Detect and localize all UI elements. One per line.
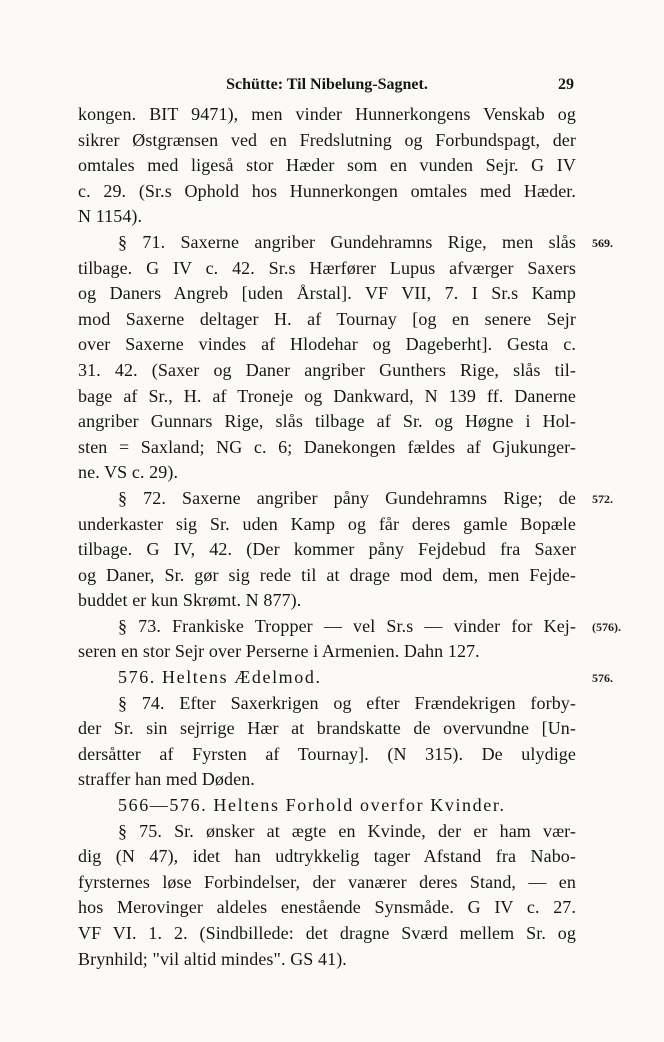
margin-note: (576). bbox=[592, 620, 621, 634]
text-line: sikrer Østgrænsen ved en Fredslutning og Forbundspagt, der bbox=[78, 129, 576, 150]
text-line: der Sr. sin sejrrige Hær at brandskatte de overvundne [Un- bbox=[78, 718, 576, 739]
text-line: seren en stor Sejr over Perserne i Armenien. Dahn 127. bbox=[78, 641, 480, 662]
text-line: omtales med ligeså stor Hæder som en vunden Sejr. G IV bbox=[78, 155, 576, 176]
text-line: hos Merovinger aldeles enestående Synsmåde. G IV c. 27. bbox=[78, 897, 576, 918]
section-heading: 566—576. Heltens Forhold overfor Kvinder. bbox=[118, 795, 506, 816]
text-line: § 74. Efter Saxerkrigen og efter Frændekrigen forby- bbox=[118, 692, 576, 713]
text-line: § 72. Saxerne angriber påny Gundehramns Rige; de bbox=[118, 487, 576, 508]
text-line: angriber Gunnars Rige, slås tilbage af Sr. og Høgne i Hol- bbox=[78, 411, 576, 432]
page-header bbox=[78, 76, 576, 98]
text-line: § 73. Frankiske Tropper — vel Sr.s — vinder for Kej- bbox=[118, 615, 576, 636]
text-line: Brynhild; "vil altid mindes". GS 41). bbox=[78, 948, 347, 969]
text-line: § 71. Saxerne angriber Gundehramns Rige, men slås bbox=[118, 231, 576, 252]
text-line: mod Saxerne deltager H. af Tournay [og en senere Sejr bbox=[78, 308, 576, 329]
running-title: Schütte: Til Nibelung-Sagnet. bbox=[226, 76, 428, 93]
text-line: underkaster sig Sr. uden Kamp og får deres gamle Bopæle bbox=[78, 513, 576, 534]
margin-note: 569. bbox=[592, 236, 613, 250]
text-line: 31. 42. (Saxer og Daner angriber Gunthers Rige, slås til- bbox=[78, 359, 576, 380]
text-line: dig (N 47), idet han udtrykkelig tager Afstand fra Nabo- bbox=[78, 846, 576, 867]
text-line: c. 29. (Sr.s Ophold hos Hunnerkongen omtales med Hæder. bbox=[78, 180, 576, 201]
text-line: buddet er kun Skrømt. N 877). bbox=[78, 590, 302, 611]
text-line: straffer han med Døden. bbox=[78, 769, 255, 790]
text-line: ne. VS c. 29). bbox=[78, 462, 179, 483]
text-line: N 1154). bbox=[78, 206, 143, 227]
text-line: og Daner, Sr. gør sig rede til at drage mod dem, men Fejde- bbox=[78, 564, 576, 585]
text-line: VF VI. 1. 2. (Sindbillede: det dragne Sværd mellem Sr. og bbox=[78, 923, 576, 943]
text-line: og Daners Angreb [uden Årstal]. VF VII, 7. I Sr.s Kamp bbox=[78, 283, 576, 304]
margin-note: 572. bbox=[592, 492, 613, 506]
page-number: 29 bbox=[558, 76, 574, 93]
text-line: § 75. Sr. ønsker at ægte en Kvinde, der er ham vær- bbox=[118, 820, 576, 841]
text-line: bage af Sr., H. af Troneje og Dankward, N 139 ff. Danerne bbox=[78, 385, 576, 406]
text-line: fyrsternes løse Forbindelser, der vanærer deres Stand, — en bbox=[78, 871, 576, 892]
text-line: tilbage. G IV, 42. (Der kommer påny Fejdebud fra Saxer bbox=[78, 539, 576, 560]
text-line: kongen. BIT 9471), men vinder Hunnerkongens Venskab og bbox=[78, 104, 576, 124]
margin-note: 576. bbox=[592, 671, 613, 686]
text-line: over Saxerne vindes af Hlodehar og Dageberht]. Gesta c. bbox=[78, 334, 576, 355]
text-line: tilbage. G IV c. 42. Sr.s Hærfører Lupus afværger Saxers bbox=[78, 257, 576, 278]
section-heading: 576. Heltens Ædelmod. bbox=[118, 667, 322, 688]
text-line: dersåtter af Fyrsten af Tournay]. (N 315). De ulydige bbox=[78, 743, 576, 764]
text-line: sten = Saxland; NG c. 6; Danekongen fældes af Gjukunger- bbox=[78, 436, 576, 457]
body-text bbox=[78, 102, 576, 972]
